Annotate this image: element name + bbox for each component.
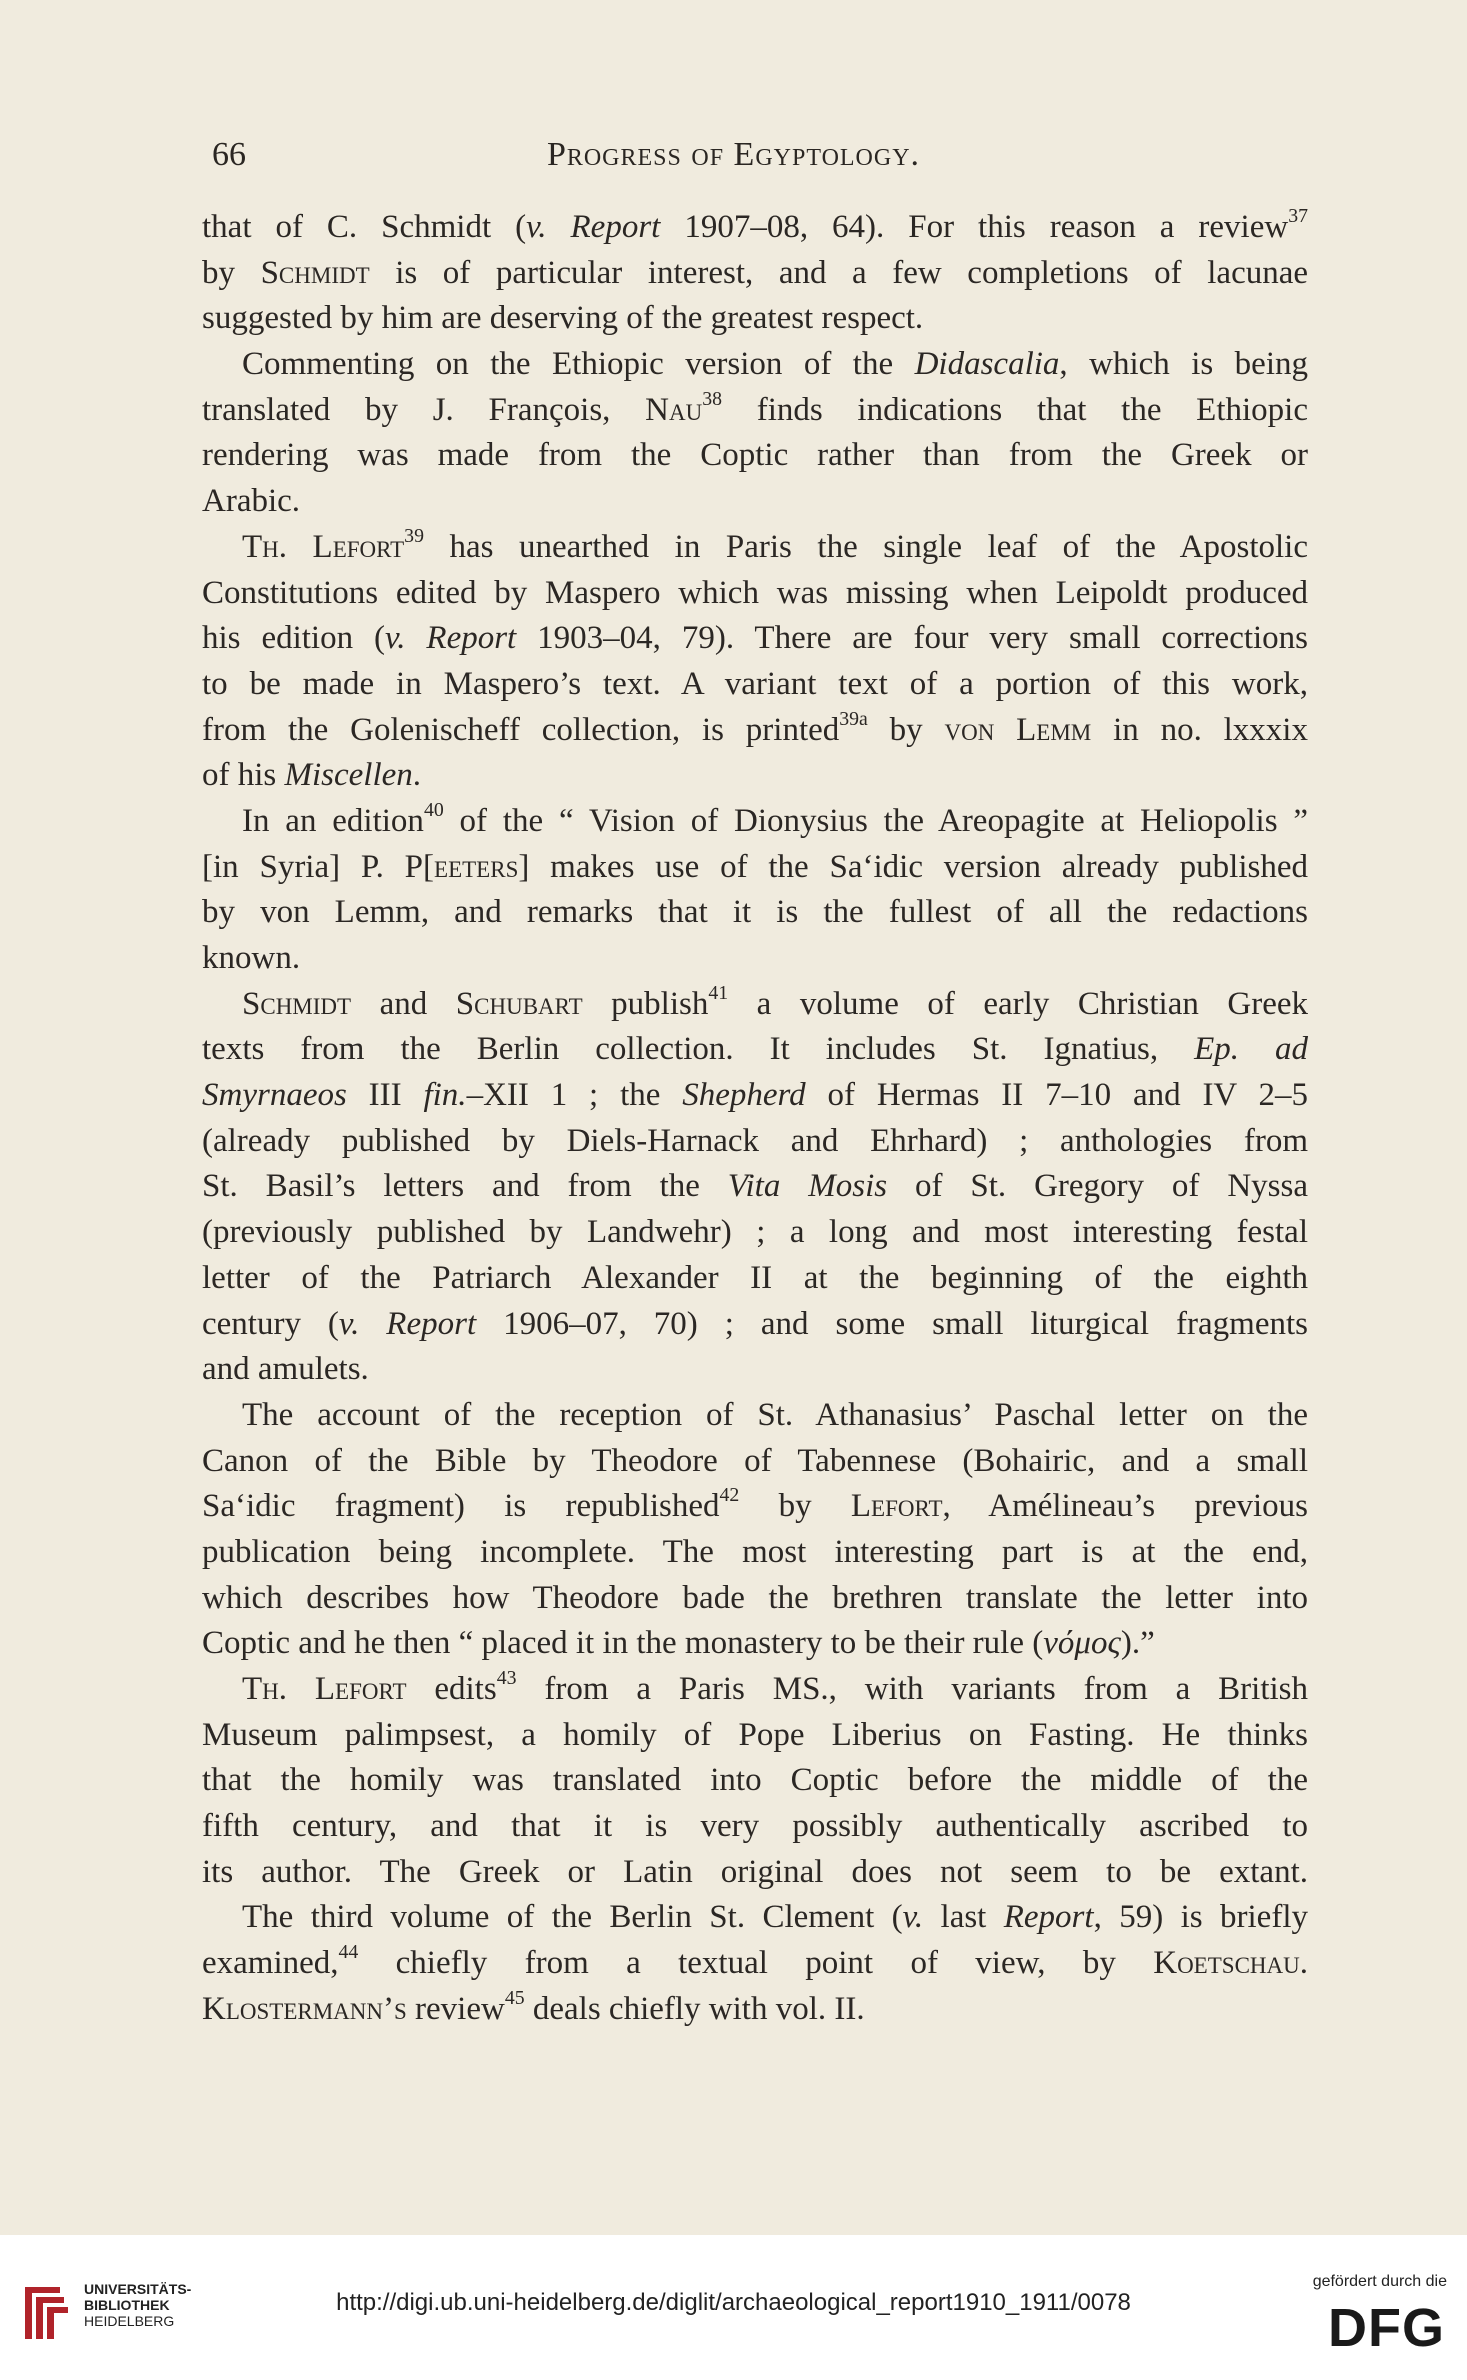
funding-note: gefördert durch die xyxy=(1312,2273,1447,2290)
page-number: 66 xyxy=(212,136,246,173)
permalink-url[interactable]: http://digi.ub.uni-heidelberg.de/diglit/archaeological_report1910_1911/0078 xyxy=(336,2289,1131,2316)
running-header xyxy=(0,136,1467,176)
digitization-footer xyxy=(0,2235,1467,2380)
running-title: Progress of Egyptology. xyxy=(546,136,921,173)
library-name: UNIVERSITÄTS- BIBLIOTHEK HEIDELBERG xyxy=(84,2281,192,2329)
dfg-logo: DFG xyxy=(1328,2298,1445,2358)
body-text: that of C. Schmidt (v. Report 1907–08, 64). For this reason a review$^{37}$ by Schmidt is of particular interest, and a few completions of lacunae suggested by him are deserving of the greatest respect. Commenting on the Ethiopic version of the Didascalia, which is being translated by J. François, Nau$^{38}$ finds indications that the Ethiopic rendering was made from the Coptic rather than from the Greek or Arabic. Th. Lefort$^{39}$ has unearthed in Paris the single leaf of the Apostolic Constitutions edited by Maspero which was missing when Leipoldt produced his edition (v. Report 1903–04, 79). There are four very small corrections to be made in Maspero’s text. A variant text of a portion of this work, from the Golenischeff collection, is printed$^{39a}$ by von Lemm in no. lxxxix of his Miscellen. In an edition$^{40}$ of the “ Vision of Dionysius the Areopagite at Heliopolis ” [in Syria] P. P[eeters] makes use of the Sa‘idic version already published by von Lemm, and remarks that it is the fullest of all the redactions known. Schmidt and Schubart publish$^{41}$ a volume of early Christian Greek texts from the Berlin collection. It includes St. Ignatius, Ep. ad Smyrnaeos III fin.–XII 1 ; the Shepherd of Hermas II 7–10 and IV 2–5 (already published by Diels-Harnack and Ehrhard) ; anthologies from St. Basil’s letters and from the Vita Mosis of St. Gregory of Nyssa (previously published by Landwehr) ; a long and most interesting festal letter of the Patriarch Alexander II at the beginning of the eighth century (v. Report 1906–07, 70) ; and some small liturgical fragments and amulets. The account of the reception of St. Athanasius’ Paschal letter on the Canon of the Bible by Theodore of Tabennese (Bohairic, and a small Sa‘idic fragment) is republished$^{42}$ by Lefort, Amélineau’s previous publication being incomplete. The most interesting part is at the end, which describes how Theodore bade the brethren translate the letter into Coptic and he then “ placed it in the monastery to be their rule (νόμος).” Th. Lefort edits$^{43}$ from a Paris MS., with variants from a British Museum palimpsest, a homily of Pope Liberius on Fasting. He thinks that the homily was translated into Coptic before the middle of the fifth century, and that it is very possibly authentically ascribed to its author. The Greek or Latin original does not seem to be extant. The third volume of the Berlin St. Clement (v. last Report, 59) is briefly examined,$^{44}$ chiefly from a textual point of view, by Koetschau. Klostermann’s review$^{45}$ deals chiefly with vol. II. xyxy=(202,205,1309,2027)
